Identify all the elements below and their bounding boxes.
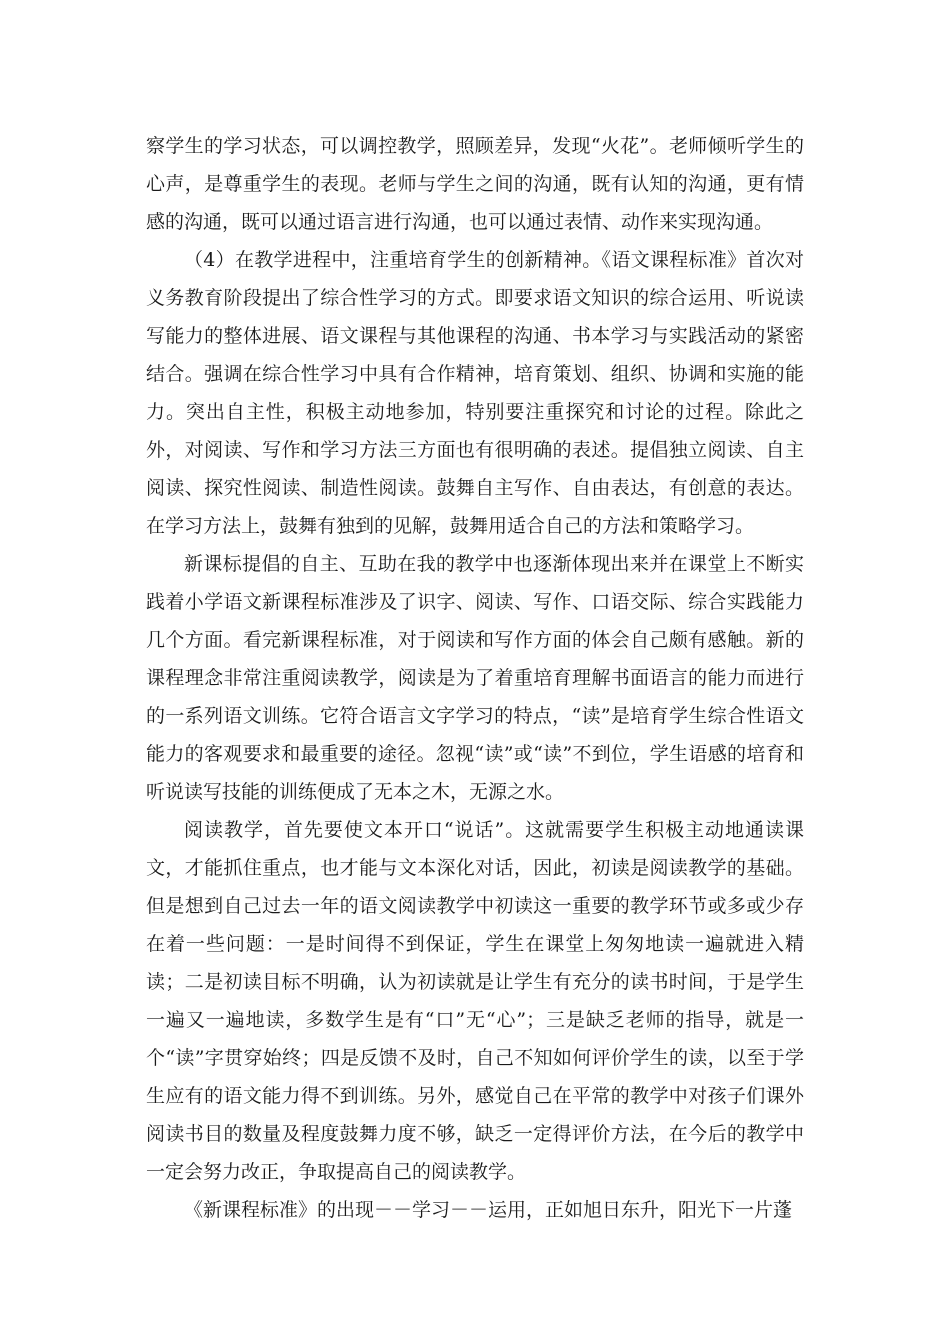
paragraph-continuation: 察学生的学习状态，可以调控教学，照顾差异，发现“火花”。老师倾听学生的心声，是尊重学生的表现。老师与学生之间的沟通，既有认知的沟通，更有情感的沟通，既可以通过语言进行沟通，也可以通过表情、动作来实现沟通。 bbox=[146, 135, 804, 233]
paragraph-innovation-spirit: （4）在教学进程中，注重培育学生的创新精神。《语文课程标准》首次对义务教育阶段提出了综合性学习的方式。即要求语文知识的综合运用、听说读写能力的整体进展、语文课程与其他课程的沟通、书本学习与实践活动的紧密结合。强调在综合性学习中具有合作精神，培育策划、组织、协调和实施的能力。突出自主性，积极主动地参加，特别要注重探究和讨论的过程。除此之外，对阅读、写作和学习方法三方面也有很明确的表述。提倡独立阅读、自主阅读、探究性阅读、制造性阅读。鼓舞自主写作、自由表达，有创意的表达。在学习方法上，鼓舞有独到的见解，鼓舞用适合自己的方法和策略学习。 bbox=[146, 249, 804, 537]
paragraph-reading-teaching: 新课标提倡的自主、互助在我的教学中也逐渐体现出来并在课堂上不断实践着小学语文新课程标准涉及了识字、阅读、写作、口语交际、综合实践能力几个方面。看完新课程标准，对于阅读和写作方面的体会自己颇有感触。新的课程理念非常注重阅读教学，阅读是为了着重培育理解书面语言的能力而进行的一系列语文训练。它符合语言文字学习的特点，“读”是培育学生综合性语文能力的客观要求和最重要的途径。忽视“读”或“读”不到位，学生语感的培育和听说读写技能的训练便成了无本之木，无源之水。 bbox=[146, 553, 804, 803]
paragraph-initial-reading: 阅读教学，首先要使文本开口“说话”。这就需要学生积极主动地通读课文，才能抓住重点，也才能与文本深化对话，因此，初读是阅读教学的基础。但是想到自己过去一年的语文阅读教学中初读这一重要的教学环节或多或少存在着一些问题：一是时间得不到保证，学生在课堂上匆匆地读一遍就进入精读；二是初读目标不明确，认为初读就是让学生有充分的读书时间，于是学生一遍又一遍地读，多数学生是有“口”无“心”；三是缺乏老师的指导，就是一个“读”字贯穿始终；四是反馈不及时，自己不知如何评价学生的读，以至于学生应有的语文能力得不到训练。另外，感觉自己在平常的教学中对孩子们课外阅读书目的数量及程度鼓舞力度不够，缺乏一定得评价方法，在今后的教学中一定会努力改正，争取提高自己的阅读教学。 bbox=[146, 819, 804, 1183]
paragraph-new-standard: 《新课程标准》的出现－－学习－－运用，正如旭日东升，阳光下一片蓬 bbox=[184, 1199, 793, 1221]
document-body bbox=[146, 127, 804, 1229]
